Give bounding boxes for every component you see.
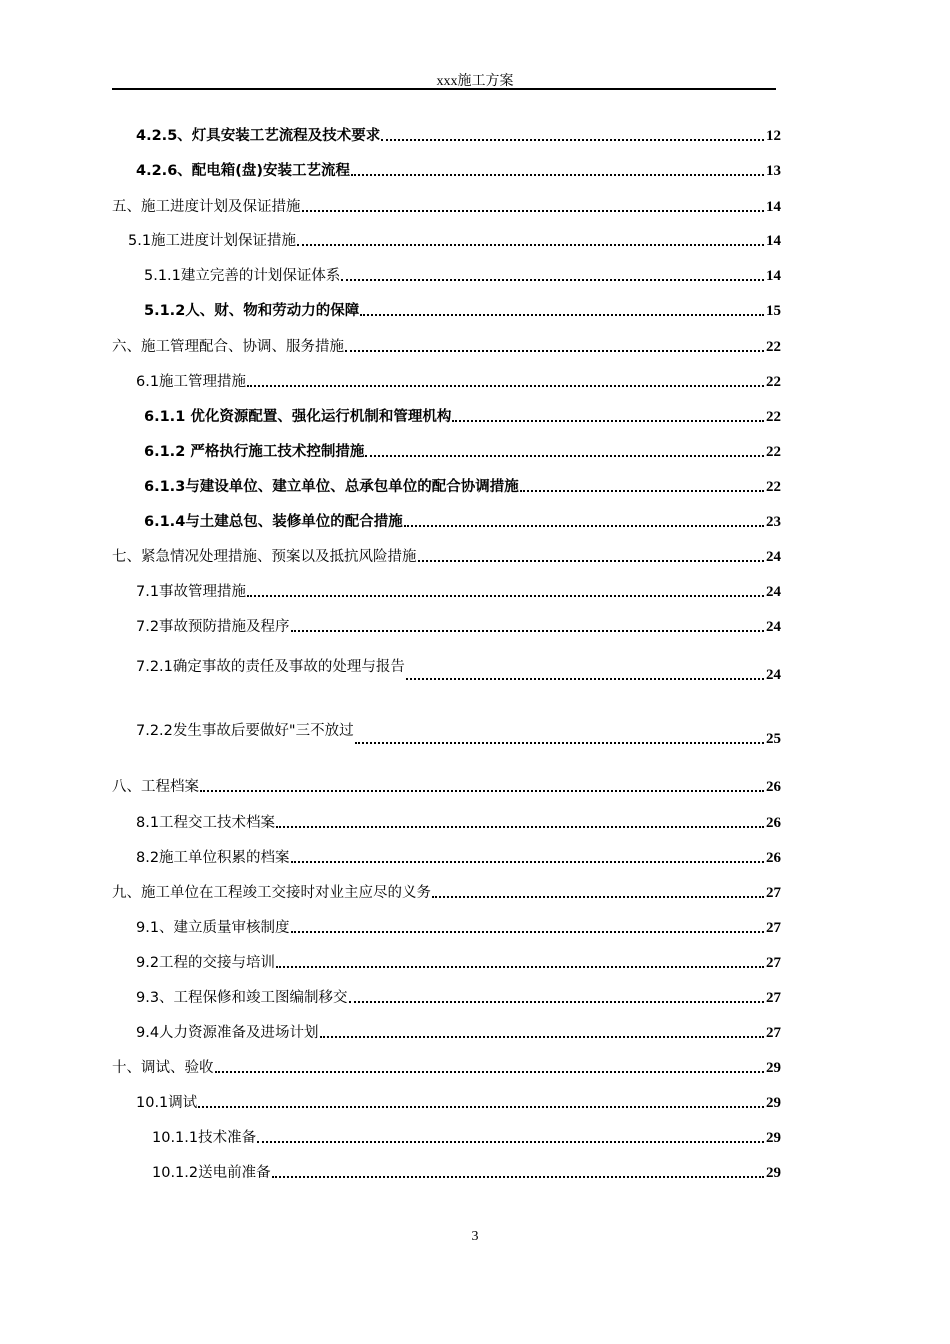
toc-entry-page: 22: [766, 444, 781, 460]
toc-leader-dots: [418, 560, 765, 562]
toc-leader-dots: [247, 385, 764, 387]
toc-entry-title: 7.2事故预防措施及程序: [136, 619, 290, 635]
toc-entry-page: 29: [766, 1165, 781, 1181]
toc-entry-page: 22: [766, 339, 781, 355]
toc-entry-title: 六、施工管理配合、协调、服务措施: [112, 339, 344, 355]
toc-entry-title: 七、紧急情况处理措施、预案以及抵抗风险措施: [112, 549, 417, 565]
toc-entry[interactable]: [136, 814, 781, 832]
toc-entry[interactable]: [112, 338, 781, 356]
toc-entry-title: 10.1.2送电前准备: [152, 1165, 271, 1181]
toc-entry[interactable]: [112, 548, 781, 566]
toc-leader-dots: [360, 314, 764, 316]
toc-leader-dots: [276, 826, 764, 828]
toc-entry-title: 9.4人力资源准备及进场计划: [136, 1025, 319, 1041]
toc-entry-title: 9.3、工程保修和竣工图编制移交: [136, 990, 348, 1006]
toc-leader-dots: [341, 279, 764, 281]
toc-entry-page: 27: [766, 885, 781, 901]
toc-leader-dots: [404, 525, 764, 527]
toc-leader-dots: [406, 678, 764, 680]
toc-entry-page: 27: [766, 920, 781, 936]
toc-entry[interactable]: [136, 162, 781, 180]
toc-entry[interactable]: [144, 408, 781, 426]
toc-leader-dots: [320, 1036, 764, 1038]
toc-entry-title: 6.1施工管理措施: [136, 374, 247, 390]
toc-entry-page: 29: [766, 1130, 781, 1146]
toc-entry-title: 6.1.4与土建总包、装修单位的配合措施: [144, 514, 403, 530]
toc-entry-page: 25: [766, 731, 781, 747]
toc-entry-title: 4.2.6、配电箱(盘)安装工艺流程: [136, 163, 351, 179]
toc-entry-page: 27: [766, 1025, 781, 1041]
toc-entry-page: 26: [766, 850, 781, 866]
toc-entry-title: 五、施工进度计划及保证措施: [112, 199, 301, 215]
toc-leader-dots: [200, 790, 764, 792]
toc-entry-title: 8.2施工单位积累的档案: [136, 850, 290, 866]
toc-entry[interactable]: [136, 849, 781, 867]
toc-leader-dots: [276, 966, 764, 968]
toc-entry-page: 23: [766, 514, 781, 530]
toc-entry[interactable]: [136, 1024, 781, 1042]
toc-leader-dots: [198, 1106, 764, 1108]
toc-entry-page: 26: [766, 779, 781, 795]
toc-entry[interactable]: [144, 302, 781, 320]
toc-entry-page: 29: [766, 1095, 781, 1111]
toc-entry-page: 27: [766, 990, 781, 1006]
toc-entry[interactable]: [136, 723, 781, 748]
toc-leader-dots: [349, 1001, 764, 1003]
toc-entry-title: 9.2工程的交接与培训: [136, 955, 276, 971]
toc-entry[interactable]: [112, 884, 781, 902]
toc-entry[interactable]: [112, 198, 781, 216]
toc-entry-page: 22: [766, 479, 781, 495]
toc-leader-dots: [257, 1141, 764, 1143]
toc-entry[interactable]: [144, 443, 781, 461]
toc-leader-dots: [247, 595, 764, 597]
page-number: 3: [471, 1229, 479, 1244]
toc-entry-title: 6.1.2 严格执行施工技术控制措施: [144, 444, 365, 460]
toc-leader-dots: [215, 1071, 765, 1073]
header-divider: [112, 88, 776, 90]
toc-entry-title: 十、调试、验收: [112, 1060, 214, 1076]
toc-entry[interactable]: [144, 513, 781, 531]
toc-entry[interactable]: [128, 232, 781, 250]
toc-entry[interactable]: [112, 778, 781, 796]
toc-entry-title: 10.1调试: [136, 1095, 198, 1111]
toc-entry[interactable]: [152, 1164, 781, 1182]
toc-leader-dots: [272, 1176, 764, 1178]
toc-entry-page: 27: [766, 955, 781, 971]
toc-entry[interactable]: [136, 659, 781, 684]
toc-entry-page: 14: [766, 268, 781, 284]
toc-entry-page: 24: [766, 584, 781, 600]
toc-leader-dots: [452, 420, 764, 422]
toc-entry-title: 9.1、建立质量审核制度: [136, 920, 290, 936]
toc-entry-page: 26: [766, 815, 781, 831]
toc-leader-dots: [355, 742, 764, 744]
toc-leader-dots: [291, 861, 764, 863]
toc-entry-page: 29: [766, 1060, 781, 1076]
toc-leader-dots: [291, 630, 764, 632]
toc-entry-page: 24: [766, 549, 781, 565]
toc-entry-title: 8.1工程交工技术档案: [136, 815, 276, 831]
toc-entry[interactable]: [144, 478, 781, 496]
toc-entry-title: 5.1施工进度计划保证措施: [128, 233, 297, 249]
toc-entry-title: 八、工程档案: [112, 779, 199, 795]
toc-leader-dots: [291, 931, 764, 933]
toc-entry-title: 6.1.1 优化资源配置、强化运行机制和管理机构: [144, 409, 452, 425]
toc-leader-dots: [345, 350, 764, 352]
toc-entry-title: 7.1事故管理措施: [136, 584, 247, 600]
toc-leader-dots: [302, 210, 765, 212]
toc-entry-title: 7.2.2发生事故后要做好"三不放过: [136, 723, 354, 739]
toc-entry-page: 12: [766, 128, 781, 144]
toc-entry-page: 22: [766, 409, 781, 425]
toc-entry-page: 14: [766, 233, 781, 249]
toc-entry[interactable]: [136, 919, 781, 937]
toc-entry[interactable]: [136, 618, 781, 636]
toc-entry[interactable]: [136, 1094, 781, 1112]
toc-entry[interactable]: [136, 373, 781, 391]
toc-entry-title: 5.1.1建立完善的计划保证体系: [144, 268, 341, 284]
toc-entry-title: 7.2.1确定事故的责任及事故的处理与报告: [136, 659, 405, 675]
toc-leader-dots: [432, 896, 764, 898]
toc-entry-page: 24: [766, 667, 781, 683]
toc-entry-page: 15: [766, 303, 781, 319]
toc-leader-dots: [297, 244, 764, 246]
toc-entry-title: 6.1.3与建设单位、建立单位、总承包单位的配合协调措施: [144, 479, 519, 495]
toc-entry[interactable]: [152, 1129, 781, 1147]
toc-entry[interactable]: [136, 583, 781, 601]
toc-leader-dots: [351, 174, 764, 176]
toc-entry-title: 4.2.5、灯具安装工艺流程及技术要求: [136, 128, 381, 144]
toc-entry[interactable]: [136, 954, 781, 972]
toc-entry[interactable]: [144, 267, 781, 285]
toc-entry-page: 13: [766, 163, 781, 179]
toc-entry[interactable]: [136, 127, 781, 145]
toc-entry-page: 24: [766, 619, 781, 635]
toc-entry[interactable]: [136, 989, 781, 1007]
toc-leader-dots: [365, 455, 764, 457]
page-header-title: xxx施工方案: [436, 74, 514, 89]
toc-entry[interactable]: [112, 1059, 781, 1077]
toc-entry-title: 10.1.1技术准备: [152, 1130, 257, 1146]
toc-entry-page: 22: [766, 374, 781, 390]
toc-leader-dots: [381, 139, 764, 141]
toc-entry-title: 九、施工单位在工程竣工交接时对业主应尽的义务: [112, 885, 431, 901]
toc-entry-page: 14: [766, 199, 781, 215]
toc-leader-dots: [520, 490, 764, 492]
toc-entry-title: 5.1.2人、财、物和劳动力的保障: [144, 303, 360, 319]
